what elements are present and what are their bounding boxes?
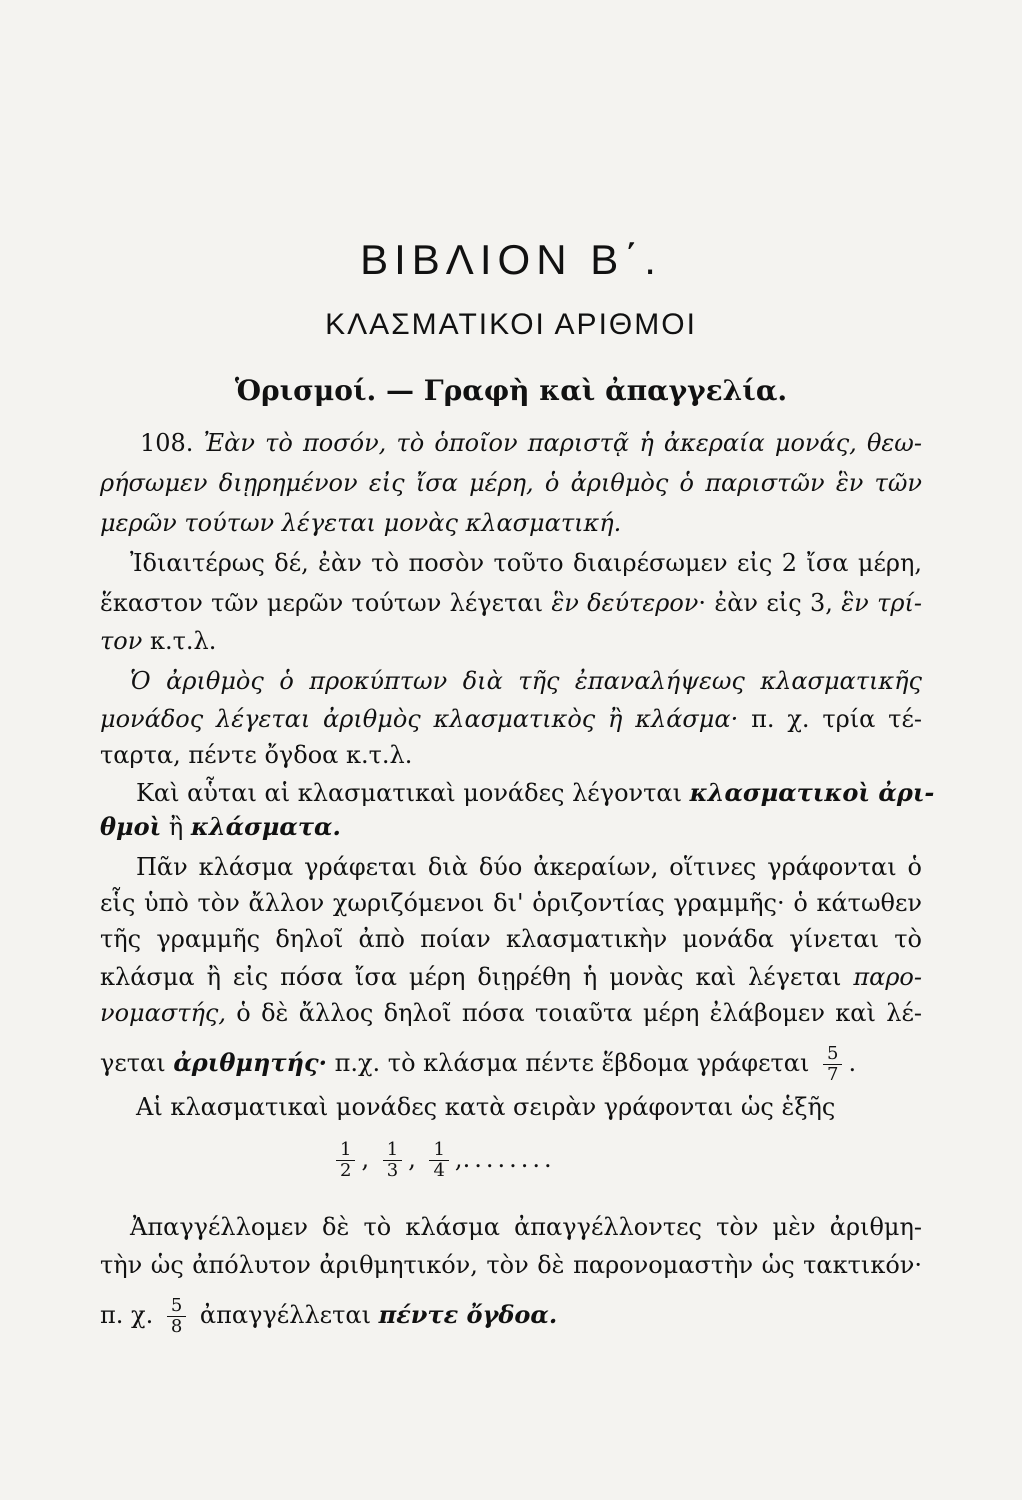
separator: , bbox=[408, 1145, 416, 1173]
text-span: π. χ. bbox=[100, 1301, 154, 1329]
paragraph-3-line-1: Ὁ ἀριθμὸς ὁ προκύπτων διὰ τῆς ἐπαναλήψεως κλασματικῆς bbox=[130, 667, 922, 695]
text-span: π.χ. τὸ κλάσμα πέντε ἕβδομα γράφεται bbox=[326, 1049, 810, 1077]
italic-span: πέντε ὄγδοα. bbox=[378, 1300, 558, 1329]
fraction-numerator: 5 bbox=[170, 1295, 183, 1316]
chapter-title: ΚΛΑΣΜΑΤΙΚΟΙ ΑΡΙΘΜΟΙ bbox=[325, 308, 697, 341]
text-span: · ἐὰν εἰς 3, bbox=[698, 589, 842, 617]
fraction-denominator: 3 bbox=[383, 1160, 402, 1181]
paragraph-5-line-2: εἷς ὑπὸ τὸν ἄλλον χωριζόμενοι δι' ὁριζοντίας γραμμῆς· ὁ κάτωθεν bbox=[100, 889, 922, 917]
unit-fractions-row bbox=[330, 1140, 556, 1181]
fraction-five-eighths bbox=[167, 1296, 186, 1337]
text-span: γεται bbox=[100, 1049, 174, 1077]
fraction-denominator: 2 bbox=[336, 1160, 355, 1181]
ellipsis: ........ bbox=[462, 1145, 556, 1173]
text-span: ὁ δὲ ἄλλος δηλοῖ πόσα τοιαῦτα μέρη ἐλάβομεν καὶ λέ- bbox=[225, 999, 922, 1027]
paragraph-3-line-3: ταρτα, πέντε ὄγδοα κ.τ.λ. bbox=[100, 741, 413, 769]
paragraph-108-line-1 bbox=[140, 428, 922, 458]
paragraph-7-line-3 bbox=[100, 1296, 922, 1337]
section-heading: Ὁρισμοί. — Γραφὴ καὶ ἀπαγγελία. bbox=[234, 374, 788, 407]
italic-span: ἓν τρί- bbox=[841, 589, 922, 617]
fraction-one-fourth bbox=[429, 1140, 448, 1181]
paragraph-4-line-1 bbox=[136, 778, 935, 808]
italic-span: ἓν δεύτερον bbox=[551, 589, 699, 617]
fraction-denominator: 4 bbox=[429, 1160, 448, 1181]
italic-span: παρο- bbox=[853, 963, 922, 991]
paragraph-number: 108. bbox=[140, 429, 194, 457]
fraction-denominator: 7 bbox=[823, 1064, 842, 1085]
paragraph-108-line-3: μερῶν τούτων λέγεται μονὰς κλασματική. bbox=[100, 509, 622, 537]
fraction-numerator: 1 bbox=[433, 1139, 445, 1160]
paragraph-text: Ἐὰν τὸ ποσόν, τὸ ὁποῖον παριστᾷ ἡ ἀκεραία μονάς, θεω- bbox=[193, 429, 922, 457]
text-span: ἕκαστον τῶν μερῶν τούτων λέγεται bbox=[100, 589, 552, 617]
text-span: Καὶ αὗται αἱ κλασματικαὶ μονάδες λέγονται bbox=[136, 779, 690, 807]
book-title: ΒΙΒΛΙΟΝ Β΄. bbox=[360, 236, 662, 283]
fraction-five-sevenths bbox=[823, 1044, 842, 1085]
paragraph-108-line-2: ρήσωμεν διῃρημένον εἰς ἴσα μέρη, ὁ ἀριθμὸς ὁ παριστῶν ἓν τῶν bbox=[100, 469, 922, 497]
paragraph-5-line-6 bbox=[100, 1044, 922, 1085]
fraction-numerator: 1 bbox=[386, 1139, 399, 1160]
italic-span: θμοὶ bbox=[100, 812, 162, 841]
paragraph-7-line-1: Ἀπαγγέλλομεν δὲ τὸ κλάσμα ἀπαγγέλλοντες τὸν μὲν ἀριθμη- bbox=[130, 1213, 922, 1241]
paragraph-2-line-1: Ἰδιαιτέρως δέ, ἐὰν τὸ ποσὸν τοῦτο διαιρέσωμεν εἰς 2 ἴσα μέρη, bbox=[130, 549, 922, 577]
italic-span: κλασματικοὶ ἀρι- bbox=[689, 778, 935, 807]
italic-span: νομαστής, bbox=[100, 999, 226, 1027]
text-span: κ.τ.λ. bbox=[142, 627, 217, 655]
fraction-one-third bbox=[383, 1140, 402, 1181]
fraction-denominator: 8 bbox=[167, 1316, 186, 1337]
italic-span: ἀριθμητής· bbox=[173, 1048, 327, 1077]
fraction-one-half bbox=[336, 1140, 355, 1181]
fraction-numerator: 1 bbox=[340, 1139, 352, 1160]
text-span: π. χ. τρία τέ- bbox=[738, 705, 922, 733]
italic-span: μονάδος λέγεται ἀριθμὸς κλασματικὸς ἢ κλάσμα· bbox=[100, 705, 739, 733]
paragraph-6-line-1: Αἱ κλασματικαὶ μονάδες κατὰ σειρὰν γράφονται ὡς ἑξῆς bbox=[136, 1093, 836, 1121]
text-span: ἢ bbox=[161, 813, 191, 841]
paragraph-5-line-1: Πᾶν κλάσμα γράφεται διὰ δύο ἀκεραίων, οἵτινες γράφονται ὁ bbox=[136, 853, 922, 881]
italic-span: κλάσματα. bbox=[190, 812, 341, 841]
text-span: . bbox=[848, 1049, 857, 1077]
paragraph-5-line-4 bbox=[100, 962, 922, 992]
italic-span: τον bbox=[100, 627, 143, 655]
paragraph-7-line-2: τὴν ὡς ἀπόλυτον ἀριθμητικόν, τὸν δὲ παρονομαστὴν ὡς τακτικόν· bbox=[100, 1251, 922, 1279]
text-span: κλάσμα ἢ εἰς πόσα ἴσα μέρη διῃρέθη ἡ μονὰς καὶ λέγεται bbox=[100, 963, 854, 991]
paragraph-2-line-2 bbox=[100, 588, 922, 618]
paragraph-5-line-3: τῆς γραμμῆς δηλοῖ ἀπὸ ποίαν κλασματικὴν μονάδα γίνεται τὸ bbox=[100, 925, 922, 953]
separator: , bbox=[361, 1145, 370, 1173]
text-span: ἀπαγγέλλεται bbox=[192, 1301, 379, 1329]
paragraph-2-line-3 bbox=[100, 626, 922, 656]
paragraph-3-line-2 bbox=[100, 704, 922, 734]
paragraph-5-line-5 bbox=[100, 998, 922, 1028]
separator: , bbox=[454, 1145, 463, 1173]
paragraph-4-line-2 bbox=[100, 812, 922, 842]
fraction-numerator: 5 bbox=[827, 1043, 839, 1064]
